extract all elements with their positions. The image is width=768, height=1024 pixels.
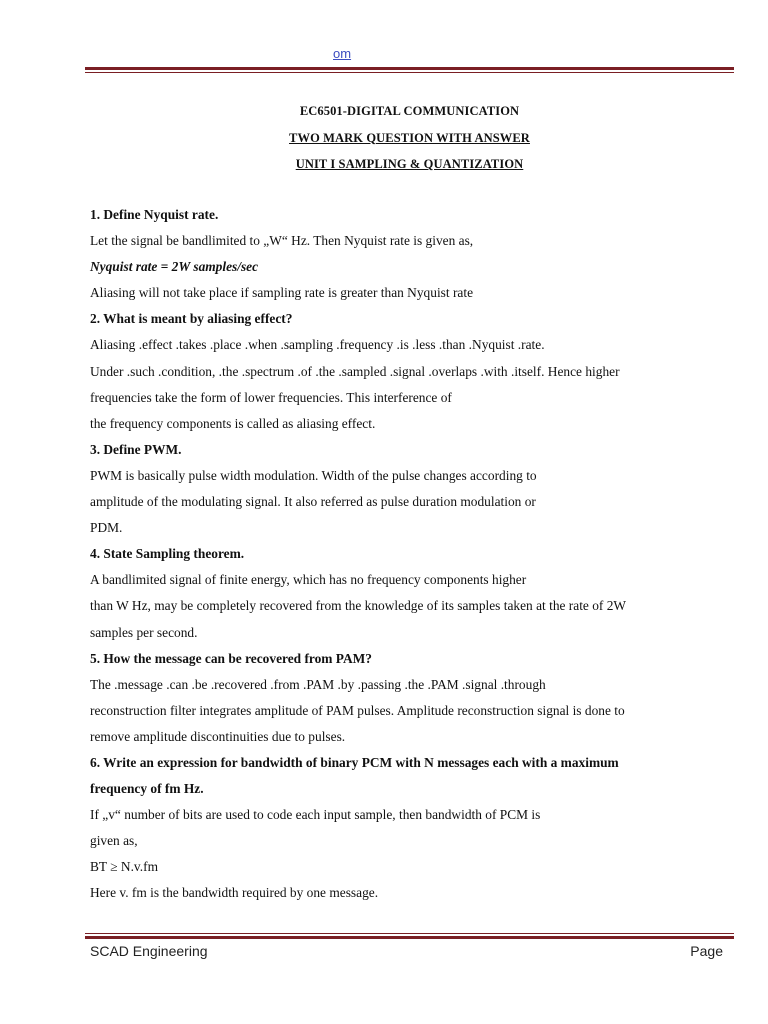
- answer-line: BT ≥ N.v.fm: [90, 859, 158, 875]
- footer-page-label: Page: [690, 943, 723, 959]
- answer-line: Here v. fm is the bandwidth required by one message.: [90, 885, 379, 901]
- formula-line: Nyquist rate = 2W samples/sec: [90, 259, 259, 275]
- footer-rule-thin: [85, 933, 734, 934]
- answer-line: given as,: [90, 833, 138, 849]
- header-rule-thin: [85, 72, 734, 73]
- answer-line: than W Hz, may be completely recovered from the knowledge of its samples taken at the rate of 2W: [90, 598, 627, 614]
- qa-content: [90, 204, 710, 909]
- answer-line: reconstruction filter integrates amplitude of PAM pulses. Amplitude reconstruction signal is done to: [90, 702, 625, 718]
- footer-rule-thick: [85, 936, 734, 939]
- document-titles: [85, 103, 734, 183]
- header-link[interactable]: om: [333, 46, 352, 61]
- answer-line: A bandlimited signal of finite energy, which has no frequency components higher: [90, 572, 527, 588]
- question-heading: 3. Define PWM.: [90, 441, 182, 457]
- answer-line: amplitude of the modulating signal. It also referred as pulse duration modulation or: [90, 494, 536, 510]
- question-heading: 2. What is meant by aliasing effect?: [90, 311, 293, 327]
- answer-line: frequencies take the form of lower frequencies. This interference of: [90, 389, 452, 405]
- question-heading: 1. Define Nyquist rate.: [90, 207, 219, 222]
- answer-line: Aliasing .effect .takes .place .when .sampling .frequency .is .less .than .Nyquist .rate.: [90, 337, 545, 353]
- footer-institution: SCAD Engineering: [90, 943, 208, 959]
- unit-title: UNIT I SAMPLING & QUANTIZATION: [295, 157, 524, 171]
- question-heading: 4. State Sampling theorem.: [90, 546, 245, 562]
- answer-line: Aliasing will not take place if sampling rate is greater than Nyquist rate: [90, 285, 474, 301]
- answer-line: The .message .can .be .recovered .from .PAM .by .passing .the .PAM .signal .through: [90, 676, 546, 692]
- answer-line: PDM.: [90, 520, 123, 536]
- question-heading: 6. Write an expression for bandwidth of binary PCM with N messages each with a maximum: [90, 754, 619, 770]
- answer-line: PWM is basically pulse width modulation. Width of the pulse changes according to: [90, 467, 537, 483]
- answer-line: samples per second.: [90, 624, 198, 640]
- header-rule-thick: [85, 67, 734, 70]
- answer-line: Under .such .condition, .the .spectrum .of .the .sampled .signal .overlaps .with .itself. Hence higher: [90, 363, 620, 379]
- answer-line: If „v“ number of bits are used to code each input sample, then bandwidth of PCM is: [90, 807, 541, 823]
- answer-line: the frequency components is called as aliasing effect.: [90, 415, 376, 431]
- question-heading: 5. How the message can be recovered from PAM?: [90, 650, 372, 666]
- document-subtitle: TWO MARK QUESTION WITH ANSWER: [289, 130, 530, 145]
- answer-line: remove amplitude discontinuities due to pulses.: [90, 728, 346, 744]
- course-title: EC6501-DIGITAL COMMUNICATION: [299, 104, 520, 118]
- question-heading: frequency of fm Hz.: [90, 781, 204, 797]
- answer-line: Let the signal be bandlimited to „W“ Hz. Then Nyquist rate is given as,: [90, 233, 474, 249]
